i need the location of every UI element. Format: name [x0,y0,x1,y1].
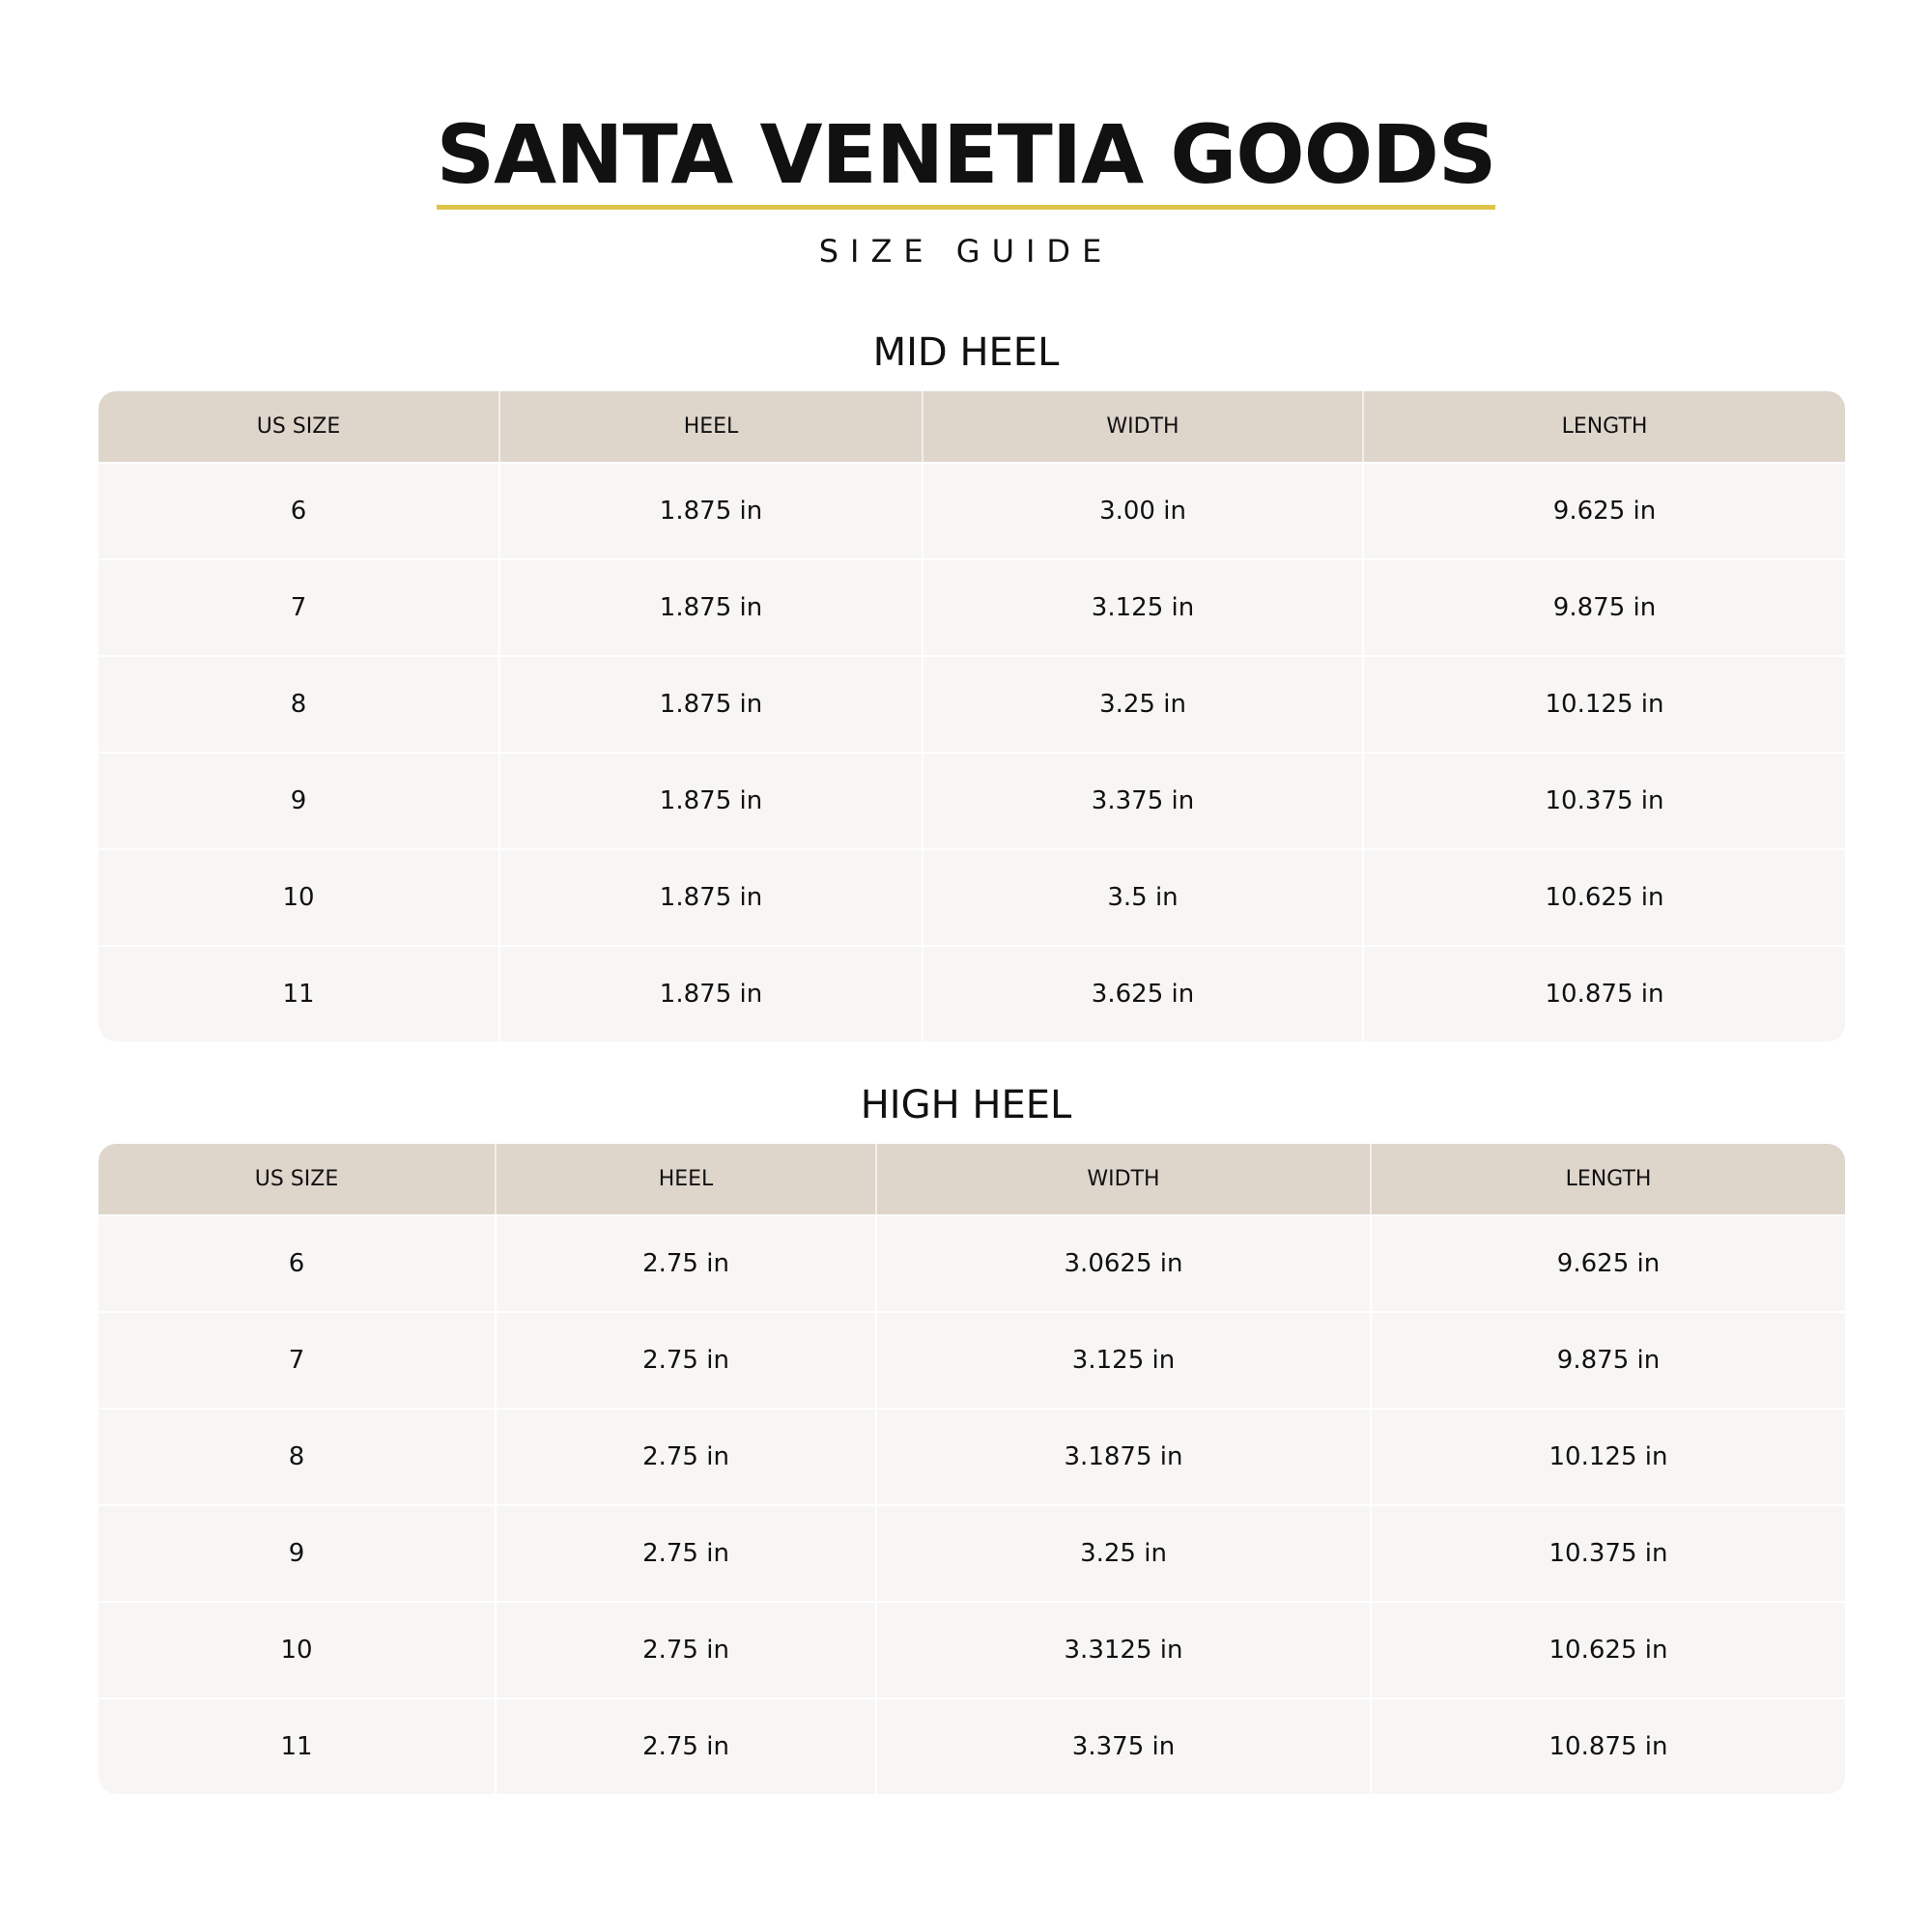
table-row [99,558,1845,655]
table-cell: 3.375 in [875,1697,1370,1794]
table-cell: 10.125 in [1370,1408,1845,1504]
column-header: HEEL [498,391,922,462]
brand-title: SANTA VENETIA GOODS [437,114,1496,210]
table-row [99,752,1845,848]
table-cell: 2.75 in [495,1601,875,1697]
table-row [99,1311,1845,1408]
table-cell: 1.875 in [498,462,922,558]
table-row [99,462,1845,558]
table-cell: 11 [99,1697,495,1794]
table-row [99,1697,1845,1794]
column-header: WIDTH [875,1144,1370,1214]
table-cell: 3.25 in [875,1504,1370,1601]
table-cell: 3.125 in [922,558,1362,655]
table-cell: 10 [99,1601,495,1697]
table-cell: 10.125 in [1362,655,1845,752]
table-cell: 1.875 in [498,945,922,1041]
table-row [99,1504,1845,1601]
section-title-high-heel: HIGH HEEL [860,1083,1072,1127]
column-header: HEEL [495,1144,875,1214]
column-header: US SIZE [99,391,498,462]
column-header: WIDTH [922,391,1362,462]
table-cell: 10.625 in [1362,848,1845,945]
table-header-row [99,391,1845,462]
table-cell: 1.875 in [498,655,922,752]
table-cell: 11 [99,945,498,1041]
table-cell: 1.875 in [498,558,922,655]
table-cell: 7 [99,558,498,655]
table-cell: 3.375 in [922,752,1362,848]
mid-heel-table [99,391,1845,1041]
table-cell: 3.125 in [875,1311,1370,1408]
table-cell: 2.75 in [495,1214,875,1311]
table-cell: 3.1875 in [875,1408,1370,1504]
column-header: US SIZE [99,1144,495,1214]
table-cell: 9.625 in [1362,462,1845,558]
table-cell: 10.375 in [1362,752,1845,848]
table-cell: 9 [99,752,498,848]
high-heel-table [99,1144,1845,1794]
table-cell: 3.0625 in [875,1214,1370,1311]
table-cell: 10.375 in [1370,1504,1845,1601]
table-row [99,655,1845,752]
table-cell: 6 [99,1214,495,1311]
table-cell: 10.875 in [1362,945,1845,1041]
table-cell: 2.75 in [495,1408,875,1504]
table-row [99,848,1845,945]
column-header: LENGTH [1370,1144,1845,1214]
table-header-row [99,1144,1845,1214]
table-cell: 10.625 in [1370,1601,1845,1697]
table-cell: 3.25 in [922,655,1362,752]
column-header: LENGTH [1362,391,1845,462]
table-cell: 3.625 in [922,945,1362,1041]
table-cell: 9 [99,1504,495,1601]
table-cell: 9.875 in [1370,1311,1845,1408]
table-row [99,945,1845,1041]
table-row [99,1214,1845,1311]
table-cell: 1.875 in [498,752,922,848]
table-cell: 9.875 in [1362,558,1845,655]
table-cell: 2.75 in [495,1697,875,1794]
table-cell: 3.3125 in [875,1601,1370,1697]
table-cell: 3.5 in [922,848,1362,945]
table-cell: 3.00 in [922,462,1362,558]
table-cell: 2.75 in [495,1311,875,1408]
page-subtitle: SIZE GUIDE [818,233,1114,270]
table-row [99,1408,1845,1504]
table-cell: 2.75 in [495,1504,875,1601]
table-cell: 6 [99,462,498,558]
table-row [99,1601,1845,1697]
table-cell: 8 [99,655,498,752]
table-cell: 8 [99,1408,495,1504]
section-title-mid-heel: MID HEEL [872,330,1060,375]
table-cell: 10 [99,848,498,945]
table-cell: 1.875 in [498,848,922,945]
table-cell: 9.625 in [1370,1214,1845,1311]
brand-header [0,107,1932,210]
table-cell: 7 [99,1311,495,1408]
table-cell: 10.875 in [1370,1697,1845,1794]
